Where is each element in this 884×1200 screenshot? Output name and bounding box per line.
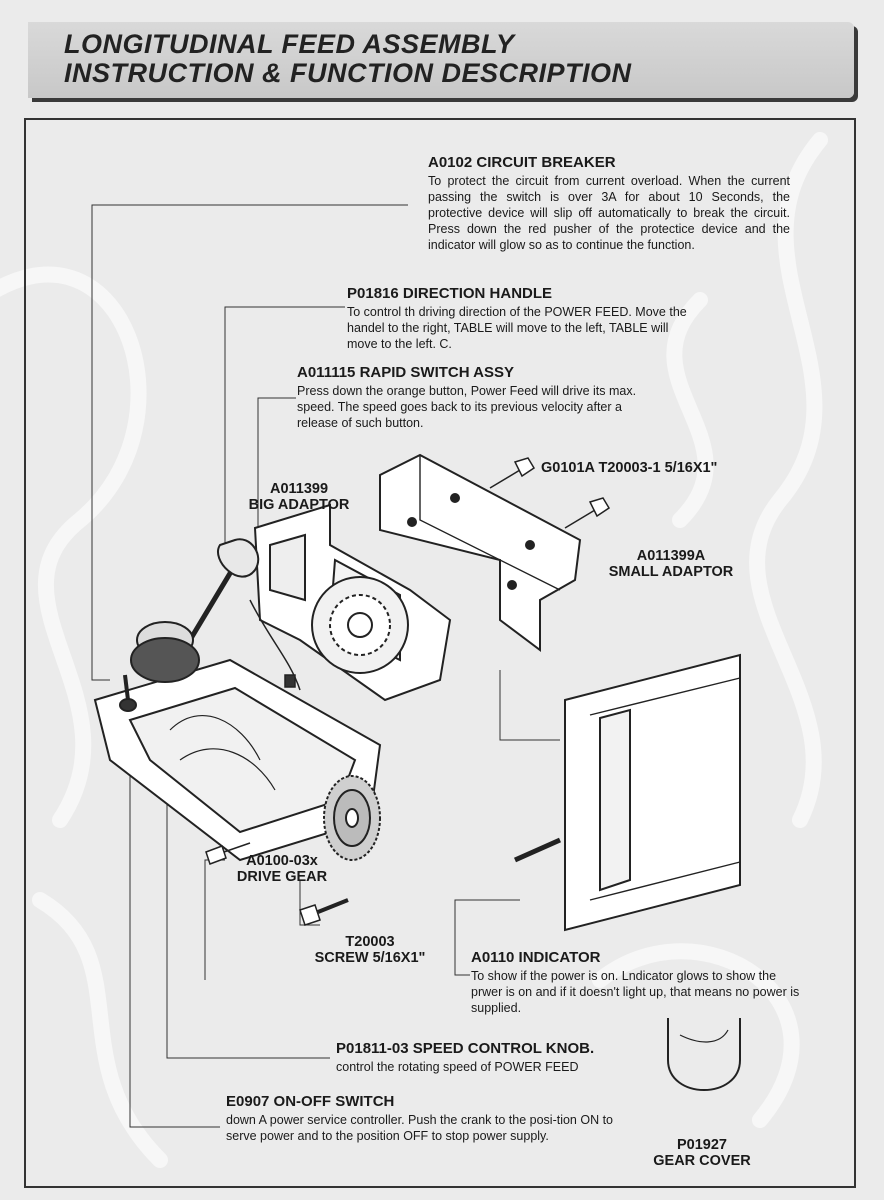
big-adaptor-name: BIG ADAPTOR: [248, 497, 350, 513]
label-big-adaptor: [240, 481, 358, 513]
indicator-text: To show if the power is on. Lndicator glows to show the prwer is on and if it doesn't light up, that means no power is supplied.: [471, 969, 800, 1015]
indicator-heading: A0110 INDICATOR: [471, 949, 601, 966]
big-adaptor-code: A011399: [269, 481, 329, 497]
gear-cover-name: GEAR COVER: [653, 1153, 751, 1169]
direction-handle-text: To control th driving direction of the POWER FEED. Move the handel to the right, TABLE will move to the left, TABLE will move to the left. C.: [347, 305, 687, 351]
screw-code: T20003: [345, 934, 395, 950]
screw-name: SCREW 5/16X1": [314, 950, 426, 966]
machine-table: [515, 655, 740, 930]
label-small-adaptor: [596, 548, 746, 580]
small-adaptor-name: SMALL ADAPTOR: [608, 564, 734, 580]
circuit-breaker-heading: A0102 CIRCUIT BREAKER: [428, 154, 616, 171]
rapid-switch-text: Press down the orange button, Power Feed will drive its max. speed. The speed goes back to its previous velocity after a release of such button.: [297, 384, 637, 430]
direction-handle-heading: P01816 DIRECTION HANDLE: [347, 285, 553, 302]
circuit-breaker-text: To protect the circuit from current overload. When the current passing the switch is over 3A for about 10 Seconds, the protective device will slip off automatically to break the circuit. Press down the red pusher of the protectice device and the indicator will glow so as to continue the function.: [428, 174, 790, 252]
gear-cover-code: P01927: [677, 1137, 727, 1153]
callout-on-off-switch: [226, 1093, 618, 1144]
drive-gear-name: DRIVE GEAR: [236, 869, 328, 885]
speed-knob-heading: P01811-03 SPEED CONTROL KNOB.: [336, 1040, 595, 1057]
label-screw-t20003: [303, 934, 437, 966]
on-off-switch-text: down A power service controller. Push the crank to the posi-tion ON to serve power and to the position OFF to stop power supply.: [226, 1113, 614, 1143]
label-screw-g0101a: G0101A T20003-1 5/16X1": [541, 460, 718, 476]
callout-direction-handle: [347, 285, 687, 352]
label-gear-cover: [642, 1137, 762, 1169]
callout-indicator: [471, 949, 807, 1016]
title-line-2: INSTRUCTION & FUNCTION DESCRIPTION: [64, 58, 632, 88]
gear-mechanism: [312, 577, 408, 673]
on-off-switch-heading: E0907 ON-OFF SWITCH: [226, 1093, 395, 1110]
speed-knob-text: control the rotating speed of POWER FEED: [336, 1060, 579, 1074]
small-adaptor-code: A011399A: [636, 548, 706, 564]
label-drive-gear: [228, 853, 336, 885]
callout-rapid-switch: [297, 364, 643, 431]
drive-gear: [324, 776, 380, 860]
screw-t20003: [300, 900, 348, 925]
callout-circuit-breaker: [428, 154, 790, 253]
rapid-switch-heading: A011115 RAPID SWITCH ASSY: [297, 364, 515, 381]
callout-speed-knob: [336, 1040, 636, 1075]
gear-cover: [668, 1018, 740, 1090]
speed-control-knob: [131, 622, 199, 682]
title-line-1: LONGITUDINAL FEED ASSEMBLY: [64, 29, 515, 59]
drive-gear-code: A0100-03x: [246, 853, 318, 869]
